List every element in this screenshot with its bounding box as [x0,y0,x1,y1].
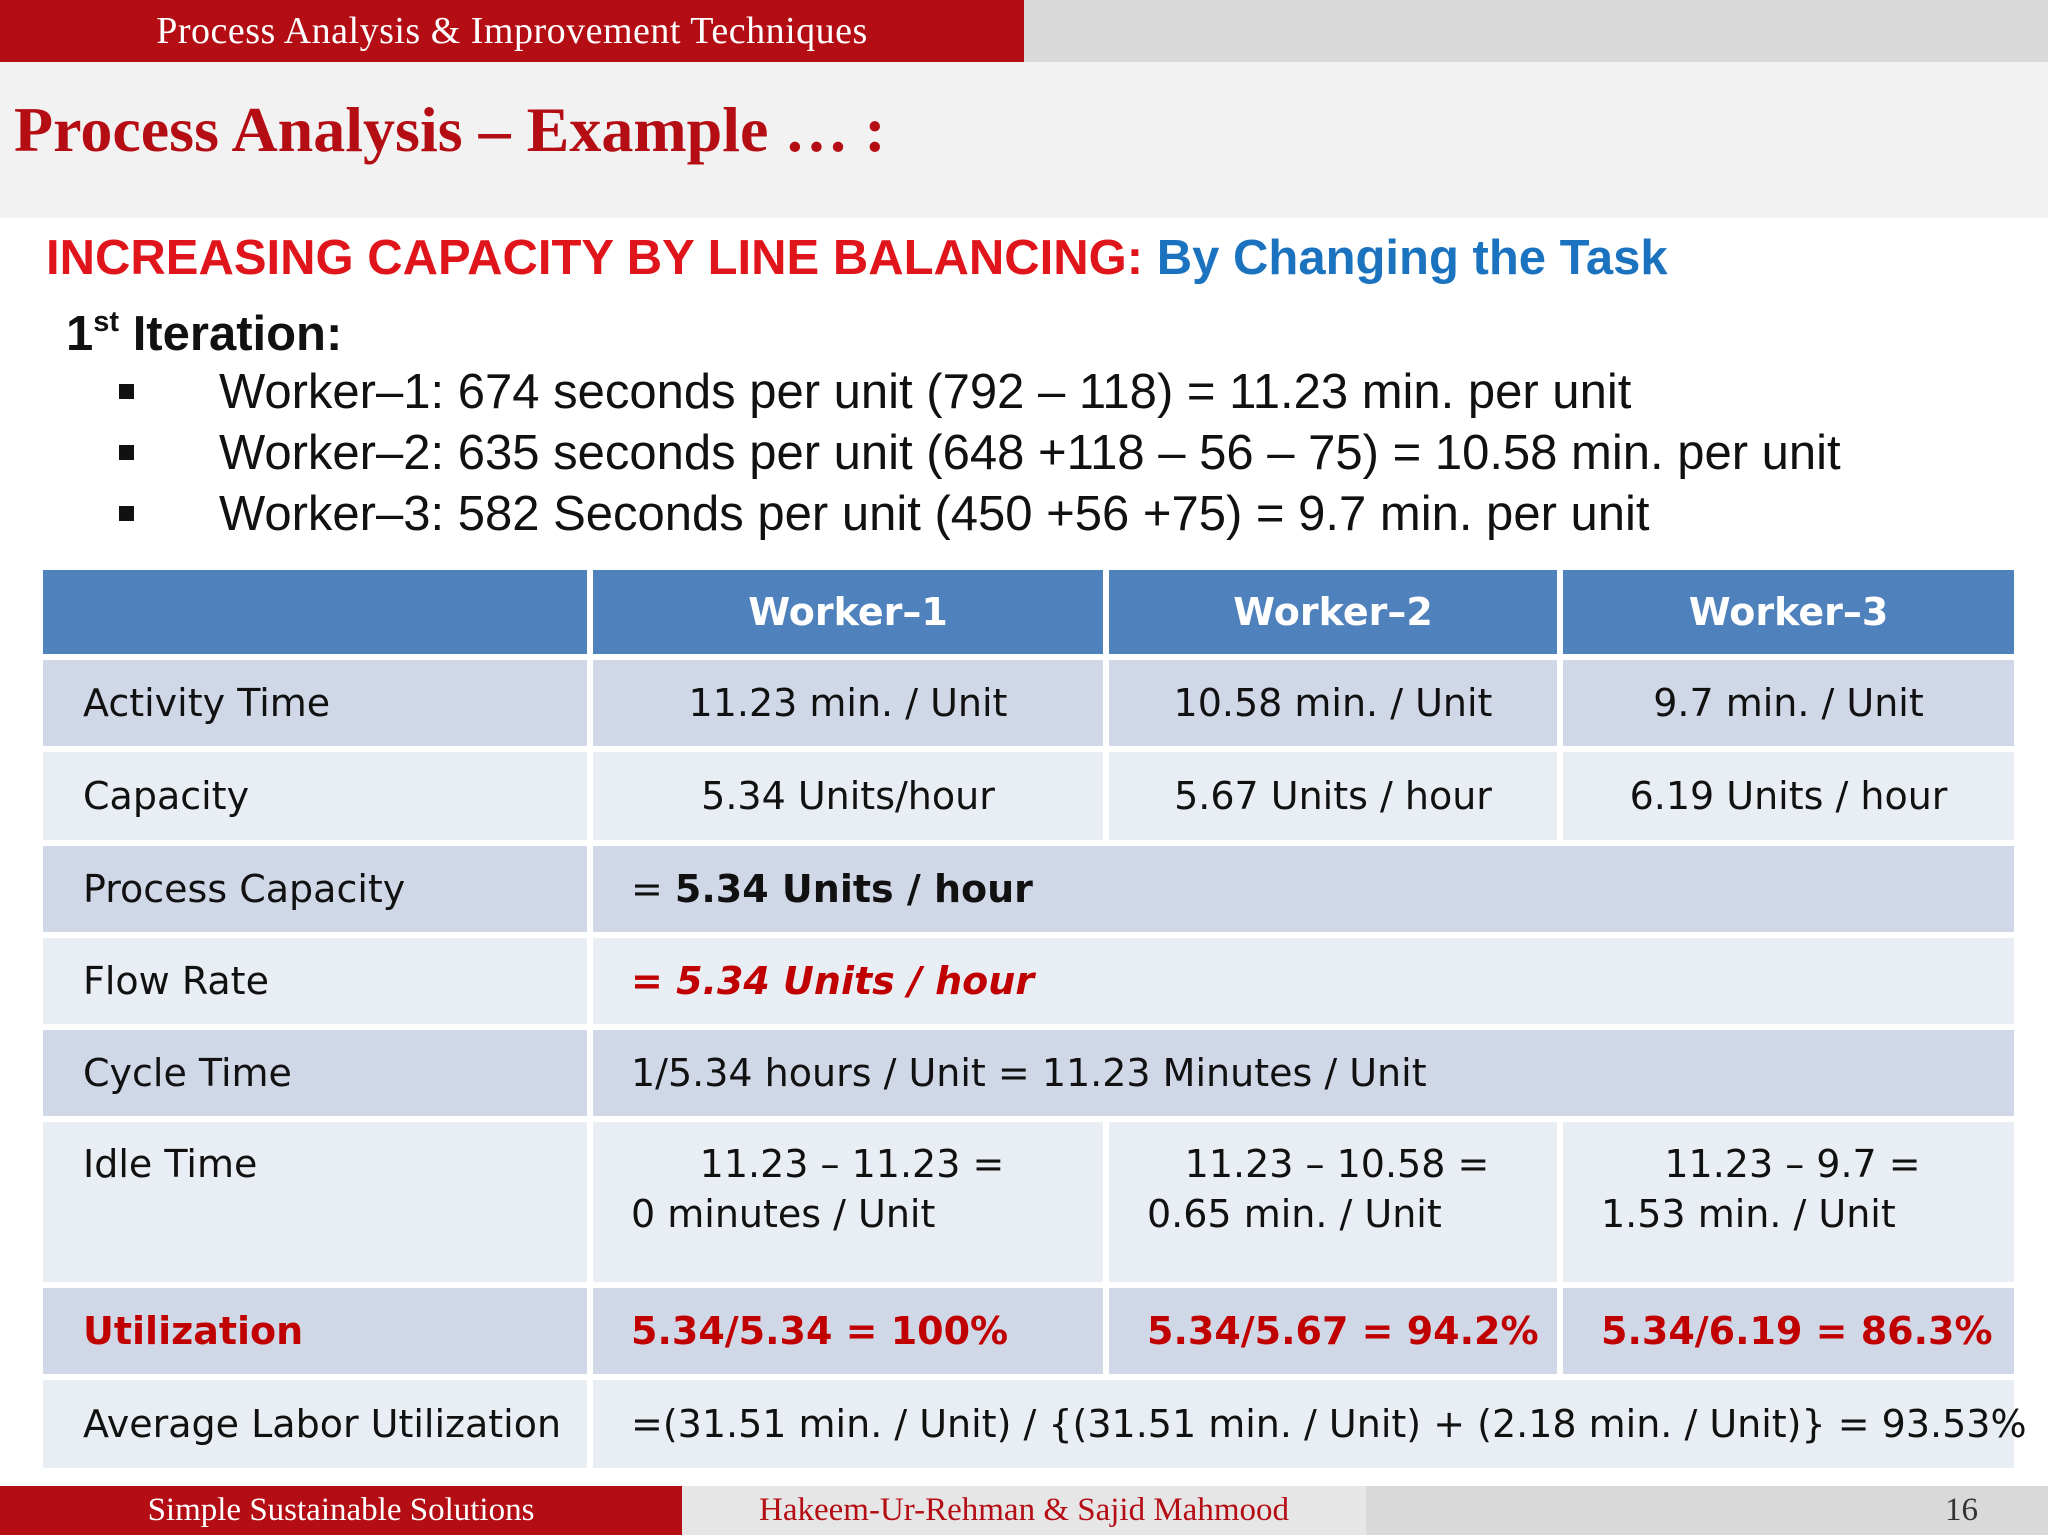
table-header-empty [43,570,587,654]
cell-value: 9.7 min. / Unit [1563,660,2014,746]
slide-subtitle [46,230,1668,286]
footer-authors: Hakeem-Ur-Rehman & Sajid Mahmood [682,1486,1366,1535]
process-capacity-value [593,846,2014,932]
equals-sign: = [631,867,675,911]
row-label: Average Labor Utilization [43,1380,587,1468]
line-balancing-table [37,564,2027,1474]
cell-value [1109,1122,1557,1282]
square-bullet-icon [119,445,134,460]
row-label: Capacity [43,752,587,840]
cell-value: 5.34/5.34 = 100% [593,1288,1103,1374]
table-header-row [43,570,2014,654]
footer-brand: Simple Sustainable Solutions [0,1486,682,1535]
row-label: Cycle Time [43,1030,587,1116]
row-label: Activity Time [43,660,587,746]
bullet-text: Worker–3: 582 Seconds per unit (450 +56 +75) = 9.7 min. per unit [219,487,1650,541]
iteration-number: 1 [66,307,94,361]
table-row-flow-rate [43,938,2014,1024]
process-capacity-number: 5.34 Units / hour [674,867,1033,911]
cell-value: 6.19 Units / hour [1563,752,2014,840]
idle-result: 0 minutes / Unit [631,1192,936,1236]
square-bullet-icon [119,506,134,521]
flow-rate-number: = 5.34 Units / hour [631,959,1035,1003]
cell-value: 5.34/6.19 = 86.3% [1563,1288,2014,1374]
course-title: Process Analysis & Improvement Techniques [0,0,1024,62]
footer-bar [0,1486,2048,1535]
table-row-average-labor-utilization [43,1380,2014,1468]
idle-formula: 11.23 – 11.23 = [699,1142,1005,1186]
table-row-idle-time [43,1122,2014,1282]
cell-value: 5.34/5.67 = 94.2% [1109,1288,1557,1374]
row-label: Process Capacity [43,846,587,932]
idle-result: 1.53 min. / Unit [1601,1192,1896,1236]
cycle-time-value: 1/5.34 hours / Unit = 11.23 Minutes / Unit [593,1030,2014,1116]
cell-value [1563,1122,2014,1282]
table-row-process-capacity [43,846,2014,932]
table-row-utilization [43,1288,2014,1374]
page-number: 16 [1945,1492,1978,1528]
average-labor-utilization-value: =(31.51 min. / Unit) / {(31.51 min. / Unit) + (2.18 min. / Unit)} = 93.53% [593,1380,2014,1468]
table-row-capacity [43,752,2014,840]
iteration-heading [66,306,342,362]
cell-value: 5.34 Units/hour [593,752,1103,840]
row-label: Idle Time [43,1122,587,1282]
bullet-text: Worker–2: 635 seconds per unit (648 +118 – 56 – 75) = 10.58 min. per unit [219,426,1841,480]
idle-result: 0.65 min. / Unit [1147,1192,1442,1236]
slide-title: Process Analysis – Example … : [14,94,886,165]
cell-value: 11.23 min. / Unit [593,660,1103,746]
bullet-text: Worker–1: 674 seconds per unit (792 – 118) = 11.23 min. per unit [219,365,1632,419]
row-label: Flow Rate [43,938,587,1024]
table-row-activity-time [43,660,2014,746]
flow-rate-value [593,938,2014,1024]
subtitle-method: By Changing the Task [1156,231,1668,285]
row-label: Utilization [43,1288,587,1374]
table-header-worker-3: Worker–3 [1563,570,2014,654]
square-bullet-icon [119,384,134,399]
idle-formula: 11.23 – 9.7 = [1664,1142,1921,1186]
cell-value: 5.67 Units / hour [1109,752,1557,840]
iteration-label: Iteration: [132,307,343,361]
idle-formula: 11.23 – 10.58 = [1184,1142,1490,1186]
table-header-worker-1: Worker–1 [593,570,1103,654]
table-row-cycle-time [43,1030,2014,1116]
cell-value [593,1122,1103,1282]
subtitle-topic: INCREASING CAPACITY BY LINE BALANCING: [46,231,1144,285]
top-bar [0,0,2048,62]
cell-value: 10.58 min. / Unit [1109,660,1557,746]
table-header-worker-2: Worker–2 [1109,570,1557,654]
iteration-ordinal-suffix: st [93,306,120,338]
